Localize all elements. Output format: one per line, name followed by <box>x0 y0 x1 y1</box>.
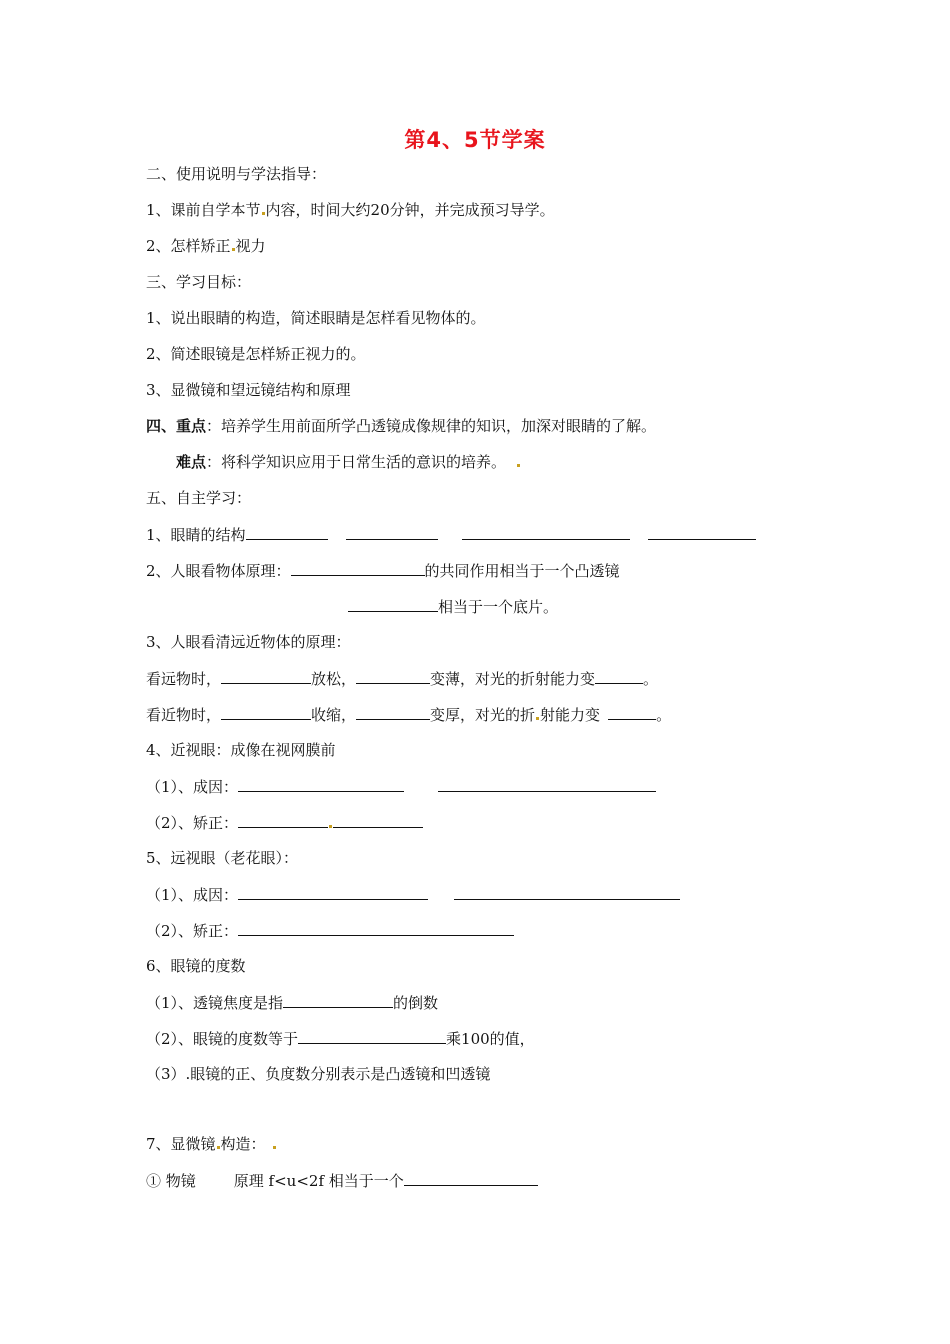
q3-far-objects: 看远物时， 放松， 变薄，对光的折射能力变 。 <box>146 670 659 688</box>
marker-dot <box>273 1146 276 1149</box>
blank-field[interactable] <box>438 776 656 792</box>
q3-heading: 3、人眼看清远近物体的原理： <box>146 633 351 651</box>
goal-item-1: 1、说出眼睛的构造，简述眼睛是怎样看见物体的。 <box>146 309 486 327</box>
blank-field[interactable] <box>356 668 430 684</box>
marker-dot <box>217 1146 220 1149</box>
marker-dot <box>232 248 235 251</box>
blank-field[interactable] <box>648 524 756 540</box>
blank-field[interactable] <box>298 1028 446 1044</box>
q5-correction: （2）、矫正： <box>146 920 514 941</box>
blank-field[interactable] <box>291 560 425 576</box>
q6-focal-power: （1）、透镜焦度是指 的倒数 <box>146 994 439 1012</box>
blank-field[interactable] <box>283 992 393 1008</box>
blank-field[interactable] <box>608 704 656 720</box>
blank-field[interactable] <box>462 524 630 540</box>
difficult-points-label: 难点 <box>176 453 207 471</box>
blank-field[interactable] <box>346 524 438 540</box>
blank-field[interactable] <box>221 668 311 684</box>
q2-retina-line: 相当于一个底片。 <box>348 596 558 617</box>
blank-field[interactable] <box>454 884 680 900</box>
blank-field[interactable] <box>238 812 328 828</box>
page-title: 第4、5节学案 <box>404 128 546 152</box>
q6-diopter-value: （2）、眼镜的度数等于 乘100的值， <box>146 1030 535 1048</box>
section-goals-heading: 三、学习目标： <box>146 273 252 291</box>
marker-dot <box>329 825 332 828</box>
marker-dot <box>517 464 520 467</box>
blank-field[interactable] <box>333 812 423 828</box>
marker-dot <box>262 212 265 215</box>
blank-field[interactable] <box>356 704 430 720</box>
q2-eye-principle: 2、人眼看物体原理： 的共同作用相当于一个凸透镜 <box>146 562 620 580</box>
goal-item-3: 3、显微镜和望远镜结构和原理 <box>146 381 351 399</box>
q6-sign-meaning: （3）.眼镜的正、负度数分别表示是凸透镜和凹透镜 <box>146 1065 491 1083</box>
difficult-points: 难点：将科学知识应用于日常生活的意识的培养。 <box>176 452 521 472</box>
q5-hyperopia-heading: 5、远视眼（老花眼）： <box>146 849 299 867</box>
q6-diopter-heading: 6、眼镜的度数 <box>146 957 246 975</box>
q3-near-objects: 看近物时， 收缩， 变厚，对光的折 射能力变 。 <box>146 706 672 724</box>
blank-field[interactable] <box>404 1170 538 1186</box>
key-points: 四、重点：培养学生用前面所学凸透镜成像规律的知识，加深对眼睛的了解。 <box>146 417 657 435</box>
q7-objective-lens: ① 物镜 原理 f<u<2f 相当于一个 <box>146 1170 538 1191</box>
goal-item-2: 2、简述眼镜是怎样矫正视力的。 <box>146 345 366 363</box>
blank-field[interactable] <box>246 524 328 540</box>
section-usage-heading: 二、使用说明与学法指导： <box>146 165 327 183</box>
blank-field[interactable] <box>348 596 438 612</box>
q4-correction: （2）、矫正： <box>146 812 423 833</box>
blank-field[interactable] <box>221 704 311 720</box>
q4-myopia-heading: 4、近视眼：成像在视网膜前 <box>146 741 336 759</box>
key-points-label: 四、重点 <box>146 417 207 435</box>
q4-cause: （1）、成因： <box>146 776 656 797</box>
usage-item-2: 2、怎样矫正 视力 <box>146 237 266 255</box>
blank-field[interactable] <box>595 668 643 684</box>
blank-field[interactable] <box>238 884 428 900</box>
blank-field[interactable] <box>238 920 514 936</box>
usage-item-1: 1、课前自学本节 内容，时间大约20分钟，并完成预习导学。 <box>146 201 555 219</box>
marker-dot <box>536 717 539 720</box>
blank-field[interactable] <box>238 776 404 792</box>
q5-cause: （1）、成因： <box>146 884 680 905</box>
section-self-study-heading: 五、自主学习： <box>146 489 252 507</box>
q7-microscope-heading: 7、显微镜 构造： <box>146 1134 277 1154</box>
q1-eye-structure: 1、眼睛的结构 <box>146 524 756 545</box>
